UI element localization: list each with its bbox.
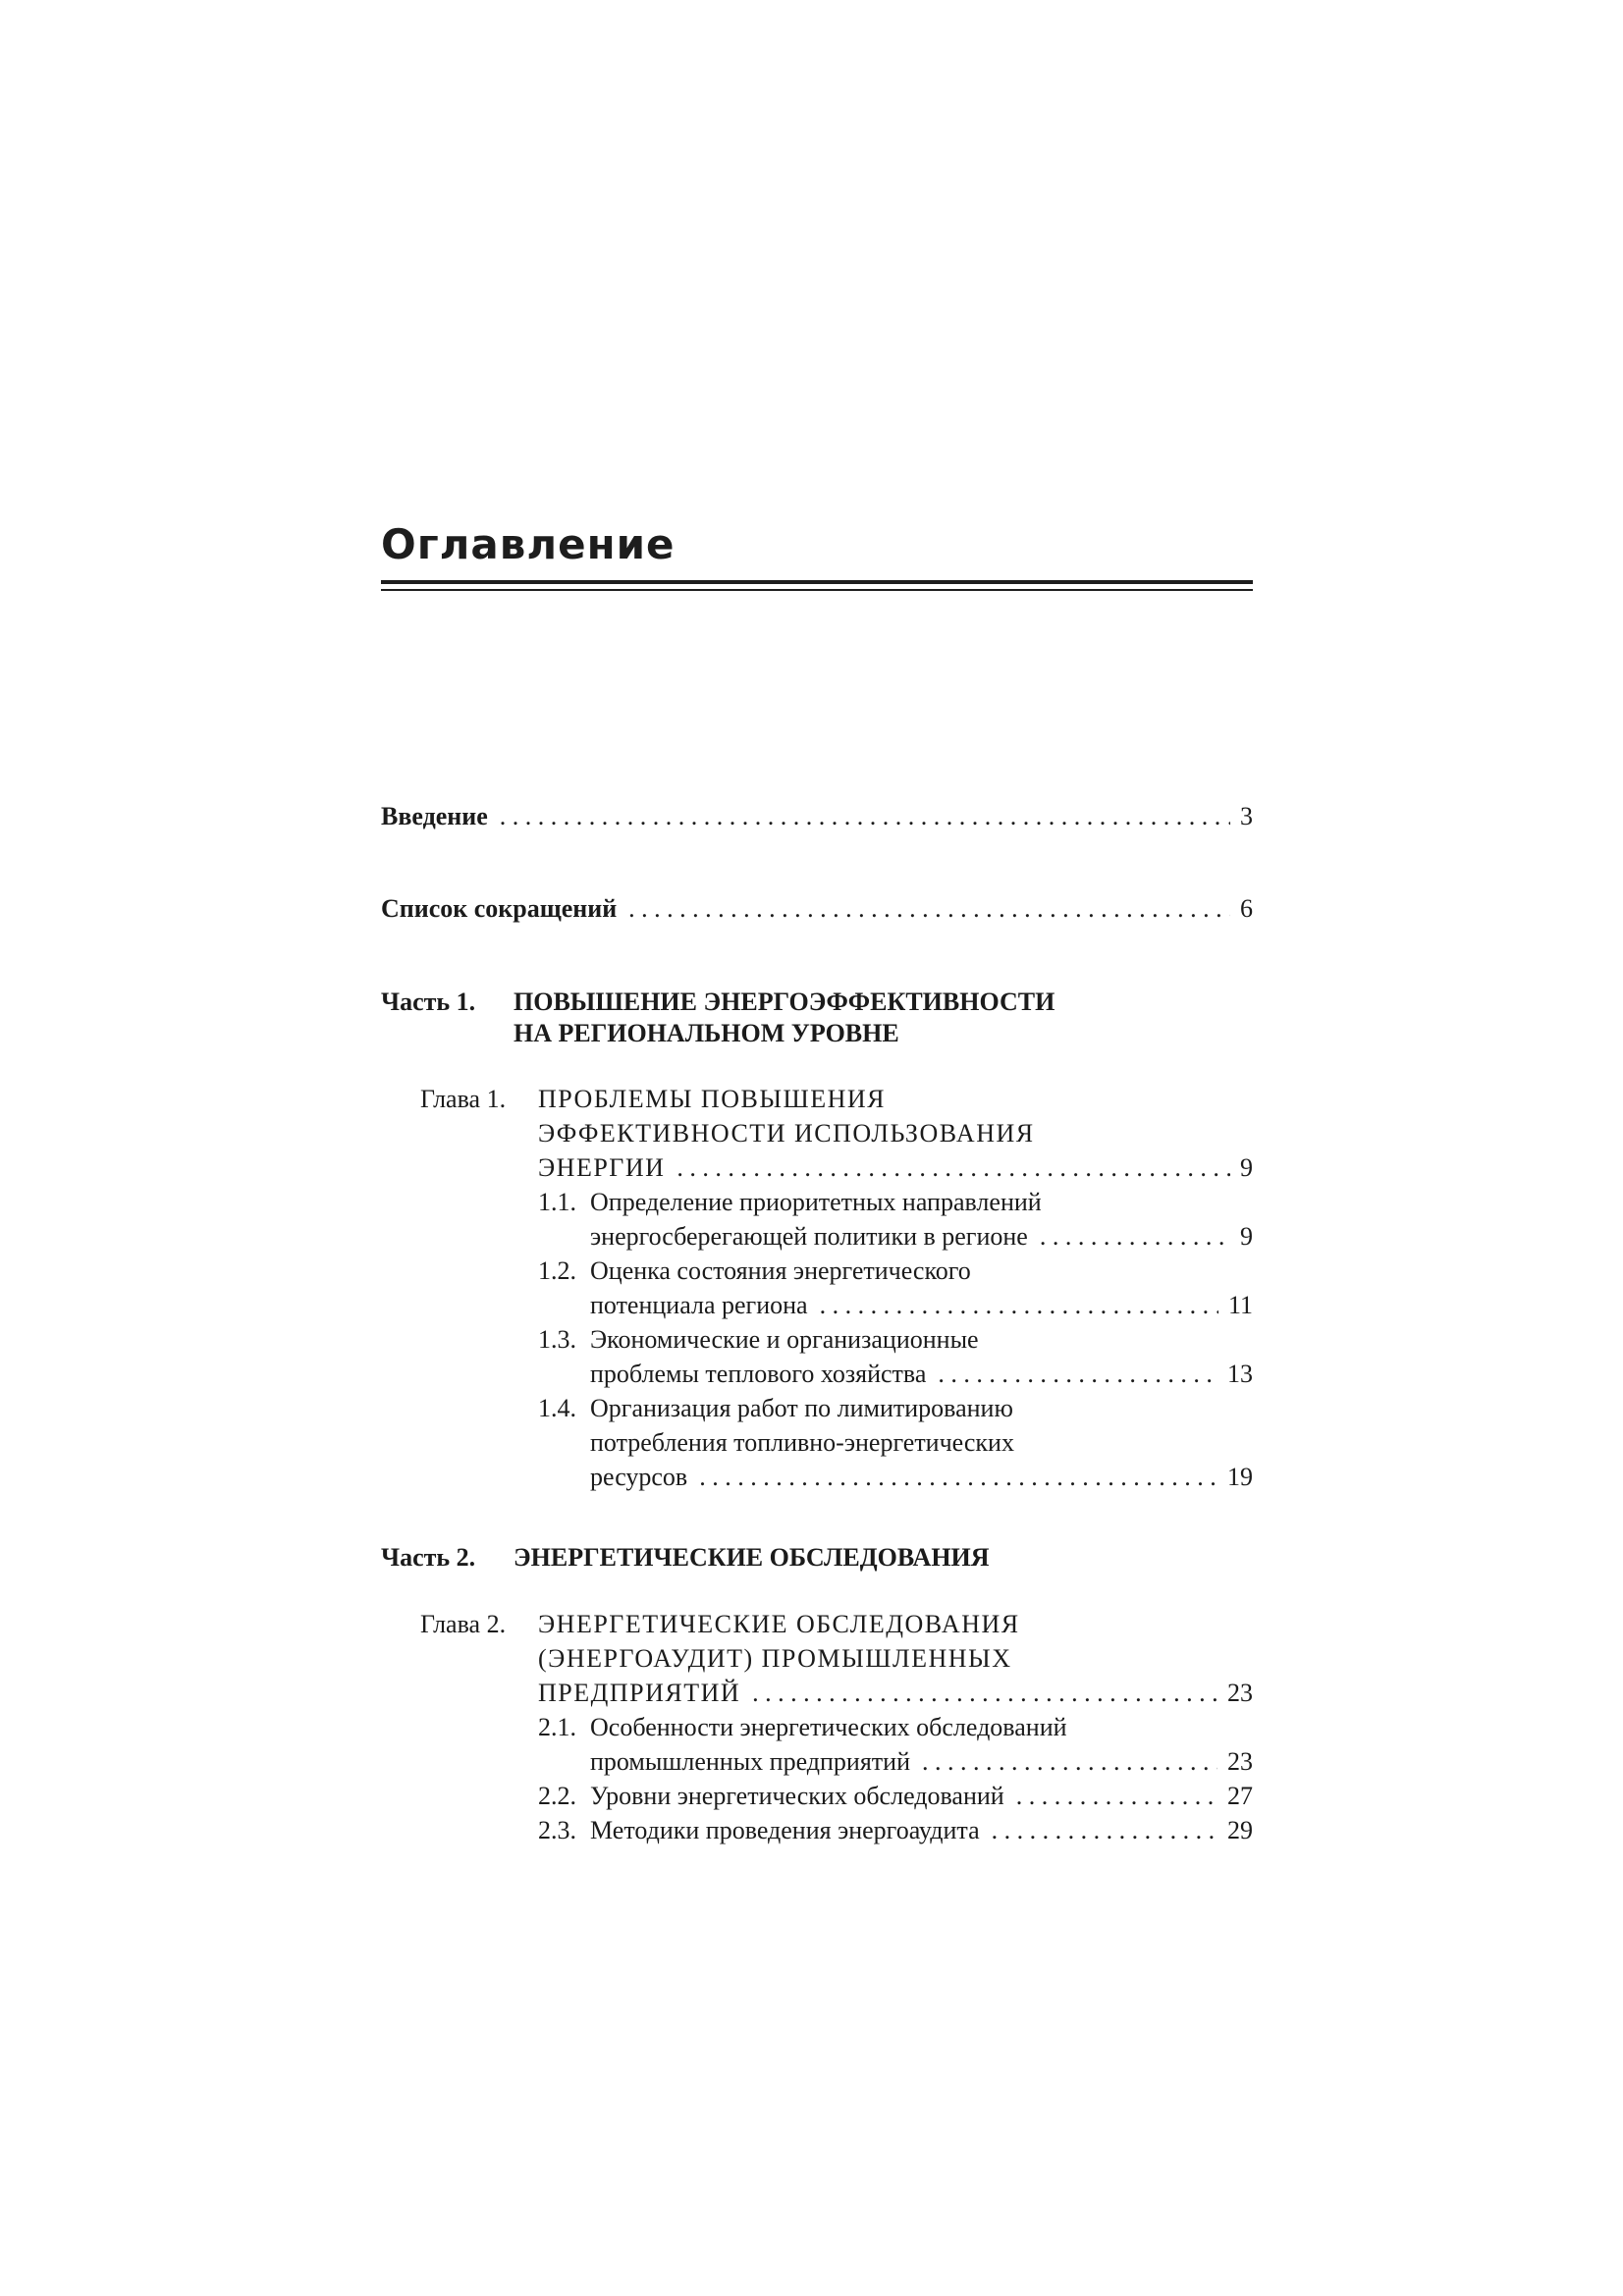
section-1-3-line-1[interactable]: Экономические и организационные [590, 1325, 979, 1354]
page-title: Оглавление [381, 520, 676, 568]
section-1-4-line-1[interactable]: Организация работ по лимитированию [590, 1394, 1013, 1422]
page-number: 23 [1227, 1747, 1253, 1776]
page-number: 27 [1227, 1782, 1253, 1810]
section-number: 2.1. [538, 1713, 576, 1741]
toc-entry-label: энергосберегающей политики в регионе [590, 1222, 1028, 1251]
section-1-1-line-1[interactable]: Определение приоритетных направлений [590, 1188, 1042, 1216]
leader-dots [699, 1461, 1217, 1494]
section-1-2-line-2[interactable] [590, 1289, 1253, 1322]
page-number: 11 [1227, 1291, 1253, 1319]
leader-dots [676, 1151, 1230, 1185]
toc-entry-label: потенциала региона [590, 1291, 808, 1319]
page-number: 9 [1240, 1153, 1253, 1182]
section-number: 1.2. [538, 1256, 576, 1285]
leader-dots [938, 1358, 1217, 1391]
toc-entry-label: Методики проведения энергоаудита [590, 1816, 980, 1844]
leader-dots [752, 1677, 1217, 1710]
leader-dots [922, 1745, 1217, 1779]
toc-entry-label: Список сокращений [381, 894, 618, 923]
chapter-1-title-line-3[interactable] [538, 1151, 1253, 1185]
section-1-3-line-2[interactable] [590, 1358, 1253, 1391]
title-rule-thin [381, 589, 1253, 591]
section-number: 2.3. [538, 1816, 576, 1844]
section-2-1-line-2[interactable] [590, 1745, 1253, 1779]
section-number: 1.4. [538, 1394, 576, 1422]
section-1-4-line-3[interactable] [590, 1461, 1253, 1494]
section-number: 1.3. [538, 1325, 576, 1354]
leader-dots [500, 800, 1230, 833]
toc-entry-label: ПРЕДПРИЯТИЙ [538, 1679, 741, 1707]
page-number: 19 [1227, 1463, 1253, 1491]
part-1-number: Часть 1. [381, 988, 476, 1016]
section-2-3[interactable] [590, 1814, 1253, 1847]
section-1-1-line-2[interactable] [590, 1220, 1253, 1254]
chapter-2-title-line-2[interactable]: (ЭНЕРГОАУДИТ) ПРОМЫШЛЕННЫХ [538, 1644, 1012, 1673]
toc-entry-label: ресурсов [590, 1463, 688, 1491]
toc-entry-label: Введение [381, 802, 488, 830]
page-number: 3 [1240, 802, 1253, 830]
page-number: 6 [1240, 894, 1253, 923]
section-number: 2.2. [538, 1782, 576, 1810]
section-2-2[interactable] [590, 1780, 1253, 1813]
page-number: 29 [1227, 1816, 1253, 1844]
leader-dots [820, 1289, 1218, 1322]
section-1-2-line-1[interactable]: Оценка состояния энергетического [590, 1256, 971, 1285]
page-number: 13 [1227, 1360, 1253, 1388]
part-1-title-line-1[interactable]: ПОВЫШЕНИЕ ЭНЕРГОЭФФЕКТИВНОСТИ [514, 988, 1055, 1016]
chapter-2-title-line-1[interactable]: ЭНЕРГЕТИЧЕСКИЕ ОБСЛЕДОВАНИЯ [538, 1610, 1020, 1638]
toc-entry-abbreviations[interactable] [381, 892, 1253, 926]
page-number: 9 [1240, 1222, 1253, 1251]
toc-entry-label: проблемы теплового хозяйства [590, 1360, 927, 1388]
chapter-1-title-line-2[interactable]: ЭФФЕКТИВНОСТИ ИСПОЛЬЗОВАНИЯ [538, 1119, 1035, 1148]
toc-entry-label: Уровни энергетических обследований [590, 1782, 1004, 1810]
title-rule-thick [381, 580, 1253, 584]
chapter-1-number: Глава 1. [420, 1085, 507, 1113]
toc-entry-label: промышленных предприятий [590, 1747, 910, 1776]
leader-dots [1040, 1220, 1230, 1254]
chapter-2-number: Глава 2. [420, 1610, 507, 1638]
section-1-4-line-2[interactable]: потребления топливно-энергетических [590, 1428, 1014, 1457]
toc-entry-intro[interactable] [381, 800, 1253, 833]
leader-dots [992, 1814, 1217, 1847]
leader-dots [1016, 1780, 1217, 1813]
section-2-1-line-1[interactable]: Особенности энергетических обследований [590, 1713, 1067, 1741]
part-2-number: Часть 2. [381, 1543, 476, 1572]
leader-dots [628, 892, 1230, 926]
page-number: 23 [1227, 1679, 1253, 1707]
chapter-1-title-line-1[interactable]: ПРОБЛЕМЫ ПОВЫШЕНИЯ [538, 1085, 886, 1113]
chapter-2-title-line-3[interactable] [538, 1677, 1253, 1710]
part-1-title-line-2[interactable]: НА РЕГИОНАЛЬНОМ УРОВНЕ [514, 1019, 899, 1047]
part-2-title-line-1[interactable]: ЭНЕРГЕТИЧЕСКИЕ ОБСЛЕДОВАНИЯ [514, 1543, 990, 1572]
toc-entry-label: ЭНЕРГИИ [538, 1153, 666, 1182]
section-number: 1.1. [538, 1188, 576, 1216]
